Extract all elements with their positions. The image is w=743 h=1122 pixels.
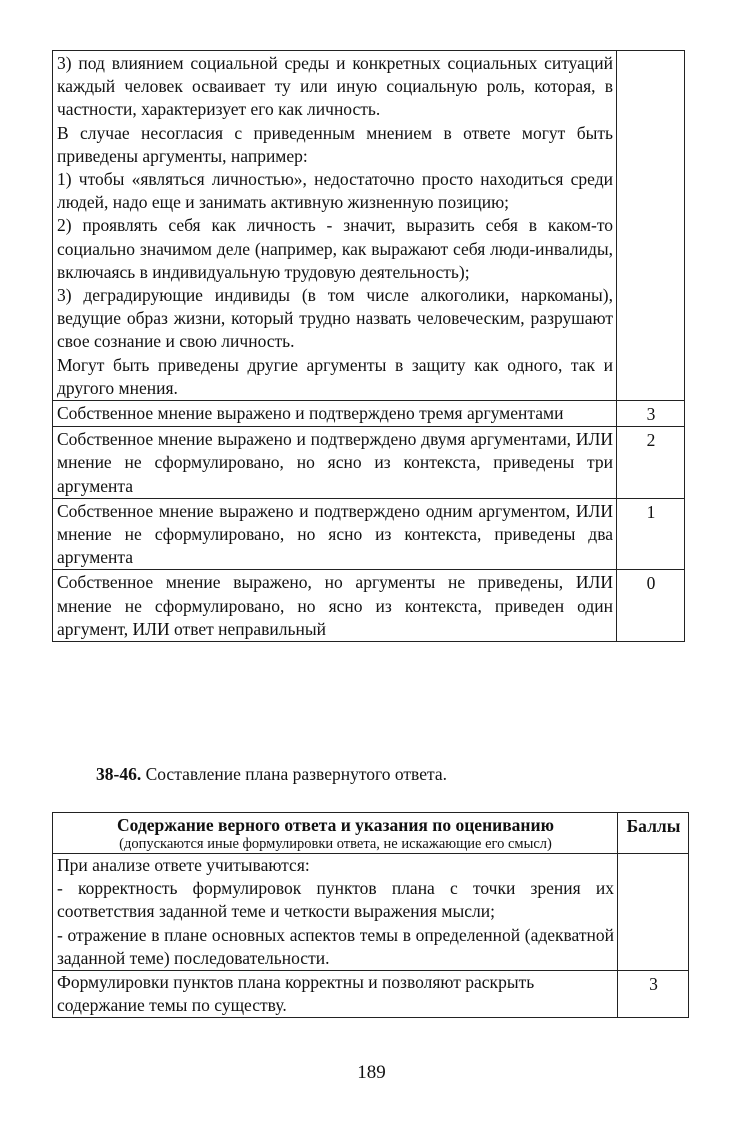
table-row [53, 854, 689, 971]
header-subtitle: (допускаются иные формулировки ответа, не искажающие его смысл) [119, 836, 552, 852]
section-heading [96, 763, 447, 786]
criteria-intro-line: 3) деградирующие индивиды (в том числе алкоголики, наркоманы), ведущие образ жизни, который трудно назвать человеческим, разрушают свое сознание и свою личность. [57, 285, 613, 352]
criteria-intro-cell [53, 51, 617, 401]
table-header-row [53, 813, 689, 854]
criteria-intro-line: 3) под влиянием социальной среды и конкретных социальных ситуаций каждый человек осваивает ту или иную социальную роль, которая, в частности, характеризует его как личность. [57, 53, 613, 120]
plan-intro-cell [53, 854, 618, 971]
plan-intro-line: - отражение в плане основных аспектов темы в определенной (адекватной заданной теме) последовательности. [57, 924, 614, 968]
criterion-text: Собственное мнение выражено и подтверждено одним аргументом, ИЛИ мнение не сформулировано, но ясно из контекста, приведены два аргумента [53, 498, 617, 570]
criteria-table [52, 50, 685, 642]
section-title: Составление плана развернутого ответа. [145, 764, 447, 784]
page-number: 189 [357, 1062, 386, 1083]
plan-intro-line: - корректность формулировок пунктов плана с точки зрения их соответствия заданной теме и четкости выражения мысли; [57, 878, 614, 922]
table-row [53, 51, 685, 401]
plan-criteria-table [52, 812, 689, 1018]
score-column-header: Баллы [618, 813, 689, 854]
section-number: 38-46. [96, 764, 142, 784]
header-title: Содержание верного ответа и указания по оцениванию [117, 815, 554, 835]
score-cell [618, 854, 689, 971]
criteria-intro-line: Могут быть приведены другие аргументы в защиту как одного, так и другого мнения. [57, 354, 613, 398]
score-cell: 2 [617, 427, 685, 499]
table-row [53, 401, 685, 427]
table-row [53, 498, 685, 570]
score-cell [617, 51, 685, 401]
criteria-intro-line: 2) проявлять себя как личность - значит, выразить себя в каком-то социально значимом деле (например, как выражают себя люди-инвалиды, включаясь в индивидуальную трудовую деятельность); [57, 215, 613, 282]
criterion-text: Формулировки пунктов плана корректны и позволяют раскрыть содержание темы по существу. [53, 971, 618, 1018]
table-row [53, 427, 685, 499]
plan-intro-line: При анализе ответе учитываются: [57, 855, 310, 875]
criterion-text: Собственное мнение выражено и подтверждено тремя аргументами [53, 401, 617, 427]
criteria-intro-line: В случае несогласия с приведенным мнением в ответе могут быть приведены аргументы, например: [57, 122, 613, 166]
table-row [53, 570, 685, 642]
score-cell: 1 [617, 498, 685, 570]
criterion-text: Собственное мнение выражено и подтверждено двумя аргументами, ИЛИ мнение не сформулировано, но ясно из контекста, приведены три аргумента [53, 427, 617, 499]
criterion-text: Собственное мнение выражено, но аргументы не приведены, ИЛИ мнение не сформулировано, но ясно из контекста, приведен один аргумент, ИЛИ ответ неправильный [53, 570, 617, 642]
criteria-intro-line: 1) чтобы «являться личностью», недостаточно просто находиться среди людей, надо еще и занимать активную жизненную позицию; [57, 169, 613, 213]
score-cell: 3 [618, 971, 689, 1018]
score-cell: 0 [617, 570, 685, 642]
content-column-header [53, 813, 618, 854]
score-cell: 3 [617, 401, 685, 427]
table-row [53, 971, 689, 1018]
